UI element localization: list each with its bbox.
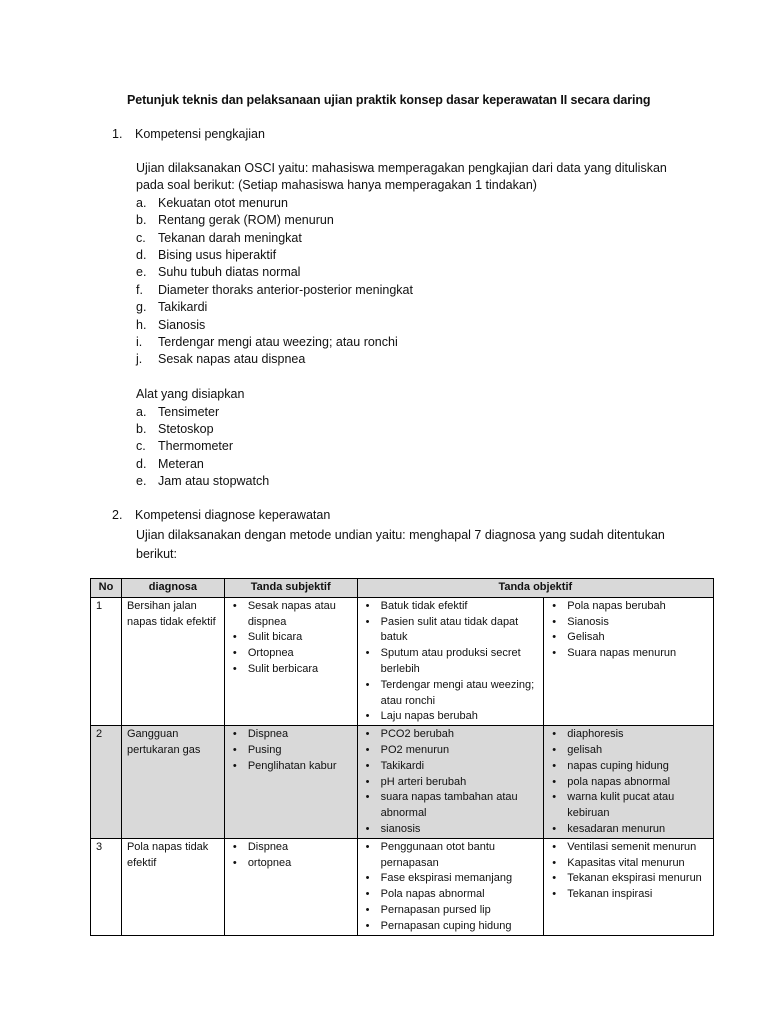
bullet-item: • gelisah	[549, 743, 708, 759]
list-text: Takikardi	[158, 300, 208, 315]
bullet-item: • Pola napas abnormal	[363, 887, 539, 903]
list-text: Meteran	[158, 456, 204, 471]
section-2-body	[136, 526, 696, 564]
cell-no: 2	[91, 726, 122, 839]
cell-diagnosa: Gangguan pertukaran gas	[121, 726, 224, 839]
cell-diagnosa: Bersihan jalan napas tidak efektif	[121, 597, 224, 725]
bullet-item: • Suara napas menurun	[549, 646, 708, 662]
list-text: Tensimeter	[158, 404, 220, 419]
bullet-list	[230, 727, 352, 774]
diagnosis-table	[90, 578, 714, 936]
cell-no: 3	[91, 838, 122, 935]
bullet-list	[230, 599, 352, 678]
list-letter: a.	[136, 195, 147, 210]
bullet-item: • suara napas tambahan atau abnormal	[363, 790, 539, 822]
bullet-item: • Laju napas berubah	[363, 709, 539, 725]
list-item	[136, 421, 696, 438]
list-letter: a.	[136, 404, 147, 419]
list-letter: b.	[136, 422, 147, 437]
header-subjektif: Tanda subjektif	[224, 579, 357, 598]
cell-no: 1	[91, 597, 122, 725]
list-letter: b.	[136, 213, 147, 228]
list-letter: e.	[136, 265, 147, 280]
bullet-item: • Sulit berbicara	[230, 662, 352, 678]
bullet-item: • Pasien sulit atau tidak dapat batuk	[363, 615, 539, 647]
list-text: Sianosis	[158, 317, 206, 332]
list-letter: d.	[136, 248, 147, 263]
bullet-item: • pola napas abnormal	[549, 775, 708, 791]
bullet-item: • PCO2 berubah	[363, 727, 539, 743]
list-item	[136, 456, 696, 473]
bullet-item: • Pernapasan pursed lip	[363, 903, 539, 919]
list-item	[136, 212, 696, 229]
table-row	[91, 838, 714, 935]
list-item	[136, 334, 696, 351]
list-item	[136, 317, 696, 334]
list-text: Bising usus hiperaktif	[158, 248, 277, 263]
bullet-item: • Takikardi	[363, 759, 539, 775]
list-text: Diameter thoraks anterior-posterior meningkat	[158, 282, 413, 297]
document-title: Petunjuk teknis dan pelaksanaan ujian praktik konsep dasar keperawatan II secara daring	[127, 93, 651, 107]
list-item	[136, 282, 696, 299]
header-objektif: Tanda objektif	[357, 579, 713, 598]
header-no: No	[91, 579, 122, 598]
intro-line: berikut:	[136, 547, 177, 561]
bullet-list	[363, 727, 539, 838]
list-item	[136, 195, 696, 212]
bullet-item: • sianosis	[363, 822, 539, 838]
cell-objektif-a	[357, 726, 544, 839]
cell-subjektif	[224, 838, 357, 935]
list-text: Stetoskop	[158, 422, 214, 437]
bullet-item: • Sulit bicara	[230, 630, 352, 646]
section-1-body	[136, 160, 696, 491]
list-item	[136, 299, 696, 316]
list-letter: c.	[136, 230, 146, 245]
list-text: Terdengar mengi atau weezing; atau ronchi	[158, 335, 398, 350]
list-letter: e.	[136, 474, 147, 489]
list-text: Sesak napas atau dispnea	[158, 352, 306, 367]
bullet-item: • Batuk tidak efektif	[363, 599, 539, 615]
list-item	[136, 473, 696, 490]
bullet-item: • Dispnea	[230, 840, 352, 856]
bullet-item: • napas cuping hidung	[549, 759, 708, 775]
bullet-list	[230, 840, 352, 872]
section-number: 2.	[112, 508, 123, 522]
list-item	[136, 351, 696, 368]
bullet-item: • kesadaran menurun	[549, 822, 708, 838]
list-letter: h.	[136, 317, 147, 332]
bullet-item: • Fase ekspirasi memanjang	[363, 871, 539, 887]
intro-line: Ujian dilaksanakan dengan metode undian yaitu: menghapal 7 diagnosa yang sudah ditentukan	[136, 528, 665, 542]
bullet-item: • Penglihatan kabur	[230, 759, 352, 775]
list-text: Jam atau stopwatch	[158, 474, 270, 489]
bullet-item: • ortopnea	[230, 856, 352, 872]
cell-subjektif	[224, 597, 357, 725]
intro-line: Ujian dilaksanakan OSCI yaitu: mahasiswa memperagakan pengkajian dari data yang dituliskan	[136, 161, 667, 175]
cell-objektif-a	[357, 597, 544, 725]
bullet-item: • Gelisah	[549, 630, 708, 646]
assessment-list	[136, 195, 696, 369]
bullet-item: • Tekanan ekspirasi menurun	[549, 871, 708, 887]
cell-objektif-a	[357, 838, 544, 935]
list-letter: j.	[136, 352, 143, 367]
spacer	[136, 369, 696, 386]
list-item	[136, 404, 696, 421]
bullet-list	[549, 727, 708, 838]
bullet-item: • Sputum atau produksi secret berlebih	[363, 646, 539, 678]
list-text: Rentang gerak (ROM) menurun	[158, 213, 334, 228]
table-row	[91, 726, 714, 839]
bullet-item: • Pusing	[230, 743, 352, 759]
bullet-item: • pH arteri berubah	[363, 775, 539, 791]
bullet-item: • Terdengar mengi atau weezing; atau ronchi	[363, 678, 539, 710]
cell-objektif-b	[544, 726, 714, 839]
bullet-list	[549, 599, 708, 662]
bullet-item: • Ortopnea	[230, 646, 352, 662]
bullet-item: • Penggunaan otot bantu pernapasan	[363, 840, 539, 872]
bullet-item: • Ventilasi semenit menurun	[549, 840, 708, 856]
bullet-list	[363, 599, 539, 725]
cell-objektif-b	[544, 597, 714, 725]
list-item	[136, 247, 696, 264]
list-letter: c.	[136, 439, 146, 454]
list-letter: d.	[136, 456, 147, 471]
list-letter: f.	[136, 282, 143, 297]
cell-objektif-b	[544, 838, 714, 935]
cell-diagnosa: Pola napas tidak efektif	[121, 838, 224, 935]
tools-list	[136, 404, 696, 491]
table-header-row	[91, 579, 714, 598]
bullet-item: • Sianosis	[549, 615, 708, 631]
bullet-list	[363, 840, 539, 935]
table-row	[91, 597, 714, 725]
intro-line: pada soal berikut: (Setiap mahasiswa hanya memperagakan 1 tindakan)	[136, 178, 537, 193]
bullet-item: • Kapasitas vital menurun	[549, 856, 708, 872]
list-item	[136, 264, 696, 281]
bullet-item: • Pernapasan cuping hidung	[363, 919, 539, 935]
list-letter: g.	[136, 300, 147, 315]
bullet-item: • Dispnea	[230, 727, 352, 743]
bullet-item: • warna kulit pucat atau kebiruan	[549, 790, 708, 822]
bullet-item: • Sesak napas atau dispnea	[230, 599, 352, 631]
list-text: Tekanan darah meningkat	[158, 230, 302, 245]
list-letter: i.	[136, 335, 143, 350]
bullet-item: • PO2 menurun	[363, 743, 539, 759]
section-title: Kompetensi diagnose keperawatan	[135, 508, 331, 522]
list-text: Suhu tubuh diatas normal	[158, 265, 301, 280]
list-text: Thermometer	[158, 439, 234, 454]
bullet-item: • diaphoresis	[549, 727, 708, 743]
bullet-list	[549, 840, 708, 903]
list-text: Kekuatan otot menurun	[158, 195, 288, 210]
cell-subjektif	[224, 726, 357, 839]
list-item	[136, 438, 696, 455]
header-diagnosa: diagnosa	[121, 579, 224, 598]
bullet-item: • Tekanan inspirasi	[549, 887, 708, 903]
tools-heading: Alat yang disiapkan	[136, 387, 245, 402]
section-title: Kompetensi pengkajian	[135, 127, 265, 141]
bullet-item: • Pola napas berubah	[549, 599, 708, 615]
list-item	[136, 230, 696, 247]
section-number: 1.	[112, 127, 123, 141]
